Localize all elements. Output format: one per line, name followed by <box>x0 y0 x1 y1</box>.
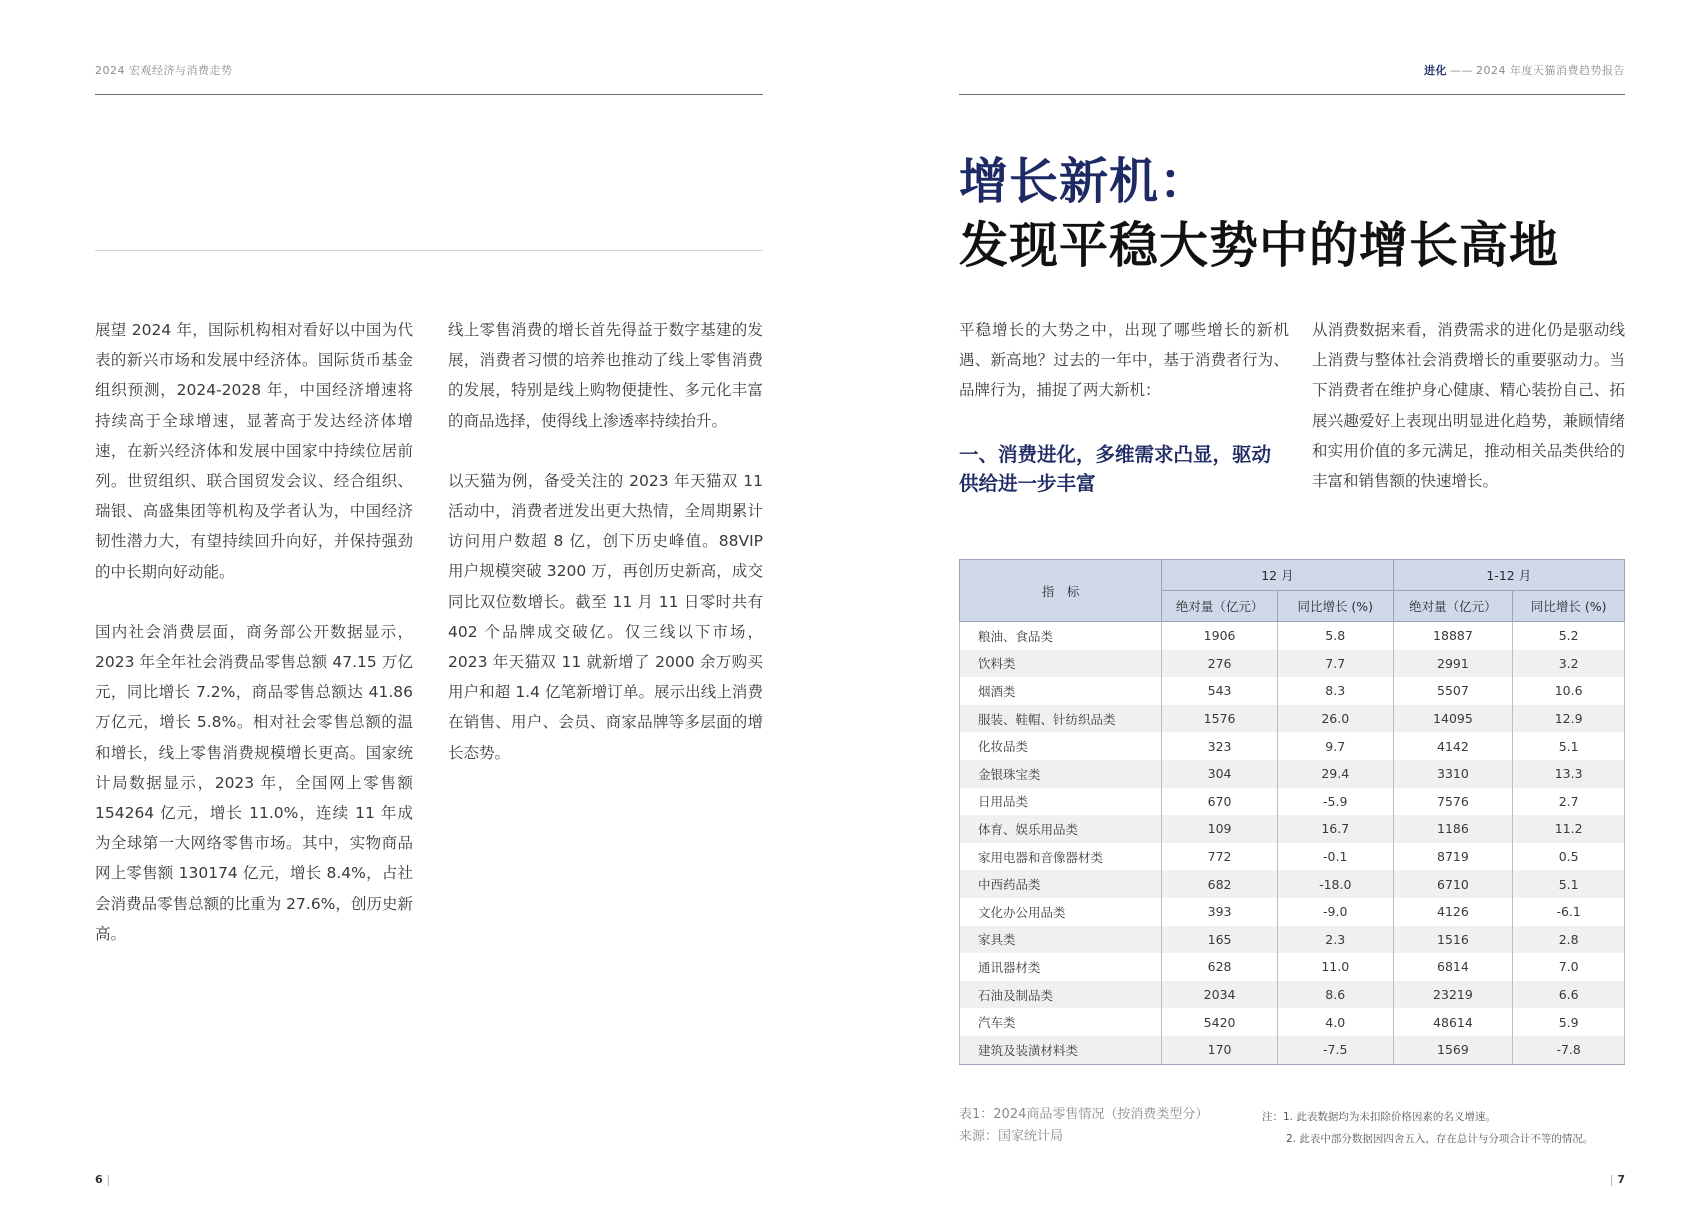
table-cell-dec-absolute: 304 <box>1162 760 1278 788</box>
table-cell-indicator: 烟酒类 <box>960 677 1162 705</box>
table-cell-year-absolute: 1516 <box>1393 926 1513 954</box>
table-cell-dec-yoy: 11.0 <box>1277 953 1393 981</box>
table-cell-dec-yoy: -18.0 <box>1277 870 1393 898</box>
table-row <box>960 760 1625 788</box>
table-cell-indicator: 金银珠宝类 <box>960 760 1162 788</box>
table-caption-source: 来源：国家统计局 <box>959 1129 1064 1144</box>
left-col1-paragraph-1: 展望 2024 年，国际机构相对看好以中国为代表的新兴市场和发展中经济体。国际货币基金组织预测，2024-2028 年，中国经济增速将持续高于全球增速，显著高于发达经济体增速，在新兴经济体和发展中国家中持续位居前列。世贸组织、联合国贸发会议、经合组织、瑞银、高盛集团等机构及学者认为，中国经济韧性潜力大，有望持续回升向好，并保持强劲的中长期向好动能。 <box>95 321 413 581</box>
right-page-number <box>1610 1173 1625 1186</box>
table-cell-dec-absolute: 170 <box>1162 1036 1278 1064</box>
table-row <box>960 898 1625 926</box>
table-cell-year-absolute: 14095 <box>1393 705 1513 733</box>
table-cell-year-absolute: 6710 <box>1393 870 1513 898</box>
table-body <box>960 622 1625 1065</box>
table-cell-dec-absolute: 165 <box>1162 926 1278 954</box>
table-cell-indicator: 服装、鞋帽、针纺织品类 <box>960 705 1162 733</box>
table-cell-indicator: 家用电器和音像器材类 <box>960 843 1162 871</box>
table-cell-dec-absolute: 543 <box>1162 677 1278 705</box>
header-group-full-year: 1-12 月 <box>1393 560 1624 591</box>
table-cell-indicator: 粮油、食品类 <box>960 622 1162 650</box>
table-cell-dec-yoy: 16.7 <box>1277 815 1393 843</box>
table-row <box>960 870 1625 898</box>
table-cell-indicator: 日用品类 <box>960 788 1162 816</box>
table-cell-indicator: 家具类 <box>960 926 1162 954</box>
table-cell-year-yoy: 10.6 <box>1513 677 1625 705</box>
table-notes <box>1262 1106 1593 1150</box>
table-cell-dec-absolute: 5420 <box>1162 1008 1278 1036</box>
table-cell-year-yoy: 7.0 <box>1513 953 1625 981</box>
table-cell-dec-yoy: 26.0 <box>1277 705 1393 733</box>
left-col1-paragraph-2: 国内社会消费层面，商务部公开数据显示，2023 年全年社会消费品零售总额 47.15 万亿元，同比增长 7.2%，商品零售总额达 41.86 万亿元，增长 5.8%。相对社会零售总额的温和增长，线上零售消费规模增长更高。国家统计局数据显示，2023 年，全国网上零售额 154264 亿元，增长 11.0%，连续 11 年成为全球第一大网络零售市场。其中，实物商品网上零售额 130174 亿元，增长 8.4%，占社会消费品零售总额的比重为 27.6%，创历史新高。 <box>95 622 413 943</box>
table-cell-dec-yoy: 8.6 <box>1277 981 1393 1009</box>
table-cell-dec-yoy: 4.0 <box>1277 1008 1393 1036</box>
right-column-2: 从消费数据来看，消费需求的进化仍是驱动线上消费与整体社会消费增长的重要驱动力。当下消费者在维护身心健康、精心装扮自己、拓展兴趣爱好上表现出明显进化趋势，兼顾情绪和实用价值的多元满足，推动相关品类供给的丰富和销售额的快速增长。 <box>1312 321 1625 491</box>
table-row <box>960 1008 1625 1036</box>
table-note-2: 2. 此表中部分数据因四舍五入，存在总计与分项合计不等的情况。 <box>1286 1133 1594 1145</box>
table-row <box>960 843 1625 871</box>
table-cell-year-absolute: 3310 <box>1393 760 1513 788</box>
table-cell-dec-absolute: 393 <box>1162 898 1278 926</box>
table-cell-year-absolute: 4126 <box>1393 898 1513 926</box>
table-cell-dec-absolute: 109 <box>1162 815 1278 843</box>
table-cell-dec-yoy: -7.5 <box>1277 1036 1393 1064</box>
left-section-rule <box>95 250 763 251</box>
table-cell-year-absolute: 48614 <box>1393 1008 1513 1036</box>
table-cell-year-yoy: 2.7 <box>1513 788 1625 816</box>
table-row <box>960 1036 1625 1064</box>
right-page <box>853 0 1706 1232</box>
table-cell-year-yoy: 11.2 <box>1513 815 1625 843</box>
table-cell-year-yoy: 12.9 <box>1513 705 1625 733</box>
table-cell-indicator: 汽车类 <box>960 1008 1162 1036</box>
left-page-number <box>95 1173 110 1186</box>
running-head-title: 2024 年度天猫消费趋势报告 <box>1476 64 1625 77</box>
table-row <box>960 732 1625 760</box>
table-cell-indicator: 化妆品类 <box>960 732 1162 760</box>
table-cell-dec-yoy: 2.3 <box>1277 926 1393 954</box>
table-cell-dec-yoy: 5.8 <box>1277 622 1393 650</box>
headline-line-2: 发现平稳大势中的增长高地 <box>959 217 1560 274</box>
header-dec-absolute: 绝对量（亿元） <box>1162 591 1278 622</box>
table-cell-dec-absolute: 276 <box>1162 650 1278 678</box>
table-row <box>960 953 1625 981</box>
table-cell-dec-yoy: 8.3 <box>1277 677 1393 705</box>
table-cell-year-yoy: 13.3 <box>1513 760 1625 788</box>
table-row <box>960 815 1625 843</box>
left-col2-paragraph-2: 以天猫为例，备受关注的 2023 年天猫双 11 活动中，消费者迸发出更大热情，全周期累计访问用户数超 8 亿，创下历史峰值。88VIP 用户规模突破 3200 万，再创历史新高，成交同比双位数增长。截至 11 月 11 日零时共有 402 个品牌成交破亿。仅三线以下市场，2023 年天猫双 11 就新增了 2000 余万购买用户和超 1.4 亿笔新增订单。展示出线上消费在销售、用户、会员、商家品牌等多层面的增长态势。 <box>448 471 763 762</box>
table-cell-year-absolute: 2991 <box>1393 650 1513 678</box>
table-cell-year-absolute: 5507 <box>1393 677 1513 705</box>
table-row <box>960 926 1625 954</box>
table-row <box>960 622 1625 650</box>
table-cell-year-yoy: 6.6 <box>1513 981 1625 1009</box>
table-cell-year-yoy: 3.2 <box>1513 650 1625 678</box>
header-group-december: 12 月 <box>1162 560 1393 591</box>
table-cell-year-yoy: -6.1 <box>1513 898 1625 926</box>
table-cell-year-yoy: 5.9 <box>1513 1008 1625 1036</box>
table-cell-dec-yoy: 9.7 <box>1277 732 1393 760</box>
table-cell-dec-absolute: 323 <box>1162 732 1278 760</box>
table-cell-dec-yoy: 7.7 <box>1277 650 1393 678</box>
table-cell-year-absolute: 8719 <box>1393 843 1513 871</box>
page-number-divider: | <box>1609 1173 1614 1186</box>
table-row <box>960 650 1625 678</box>
table-cell-dec-absolute: 772 <box>1162 843 1278 871</box>
table-caption <box>959 1104 1208 1148</box>
right-running-head <box>1424 62 1625 78</box>
table-note-1: 注：1. 此表数据均为未扣除价格因素的名义增速。 <box>1262 1111 1496 1123</box>
left-page-number-value: 6 <box>95 1173 103 1186</box>
left-running-head: 2024 宏观经济与消费走势 <box>95 64 233 77</box>
table-cell-indicator: 石油及制品类 <box>960 981 1162 1009</box>
table-cell-year-absolute: 7576 <box>1393 788 1513 816</box>
table-cell-dec-absolute: 2034 <box>1162 981 1278 1009</box>
table-cell-year-yoy: 5.1 <box>1513 732 1625 760</box>
section-subhead: 一、消费进化，多维需求凸显，驱动供给进一步丰富 <box>959 443 1272 495</box>
table-cell-dec-absolute: 1576 <box>1162 705 1278 733</box>
table-cell-dec-absolute: 1906 <box>1162 622 1278 650</box>
table-caption-title: 表1：2024商品零售情况（按消费类型分） <box>959 1107 1209 1122</box>
table-cell-dec-yoy: -0.1 <box>1277 843 1393 871</box>
table-cell-year-absolute: 1569 <box>1393 1036 1513 1064</box>
table-cell-dec-absolute: 682 <box>1162 870 1278 898</box>
headline-line-1: 增长新机： <box>959 153 1210 210</box>
page-headline <box>959 150 1559 278</box>
header-year-absolute: 绝对量（亿元） <box>1393 591 1513 622</box>
table-cell-indicator: 文化办公用品类 <box>960 898 1162 926</box>
running-head-brand: 进化 <box>1424 64 1447 77</box>
table-cell-dec-yoy: -5.9 <box>1277 788 1393 816</box>
left-column-1 <box>95 315 413 979</box>
right-intro-text: 平稳增长的大势之中，出现了哪些增长的新机遇、新高地？过去的一年中，基于消费者行为、品牌行为，捕捉了两大新机： <box>959 321 1289 400</box>
table-cell-dec-yoy: -9.0 <box>1277 898 1393 926</box>
page-number-divider: | <box>106 1173 111 1186</box>
table-cell-year-absolute: 18887 <box>1393 622 1513 650</box>
right-page-number-value: 7 <box>1617 1173 1625 1186</box>
table-cell-indicator: 建筑及装潢材料类 <box>960 1036 1162 1064</box>
table-cell-indicator: 通讯器材类 <box>960 953 1162 981</box>
table-cell-year-yoy: 0.5 <box>1513 843 1625 871</box>
table-cell-year-yoy: 2.8 <box>1513 926 1625 954</box>
table-row <box>960 788 1625 816</box>
table-cell-dec-yoy: 29.4 <box>1277 760 1393 788</box>
header-year-yoy: 同比增长 (%) <box>1513 591 1625 622</box>
table-cell-year-yoy: 5.2 <box>1513 622 1625 650</box>
table-header-row-groups <box>960 560 1625 591</box>
header-dec-yoy: 同比增长 (%) <box>1277 591 1393 622</box>
running-head-dash: —— <box>1450 64 1473 77</box>
retail-sales-table-wrapper <box>959 559 1625 1065</box>
header-indicator: 指 标 <box>960 560 1162 622</box>
table-cell-dec-absolute: 670 <box>1162 788 1278 816</box>
table-row <box>960 677 1625 705</box>
table-cell-year-absolute: 23219 <box>1393 981 1513 1009</box>
table-row <box>960 981 1625 1009</box>
table-row <box>960 705 1625 733</box>
table-cell-indicator: 体育、娱乐用品类 <box>960 815 1162 843</box>
table-cell-year-absolute: 4142 <box>1393 732 1513 760</box>
retail-sales-table <box>959 559 1625 1065</box>
right-header-rule <box>959 94 1625 95</box>
table-cell-year-absolute: 6814 <box>1393 953 1513 981</box>
table-cell-indicator: 饮料类 <box>960 650 1162 678</box>
table-cell-year-yoy: -7.8 <box>1513 1036 1625 1064</box>
left-col2-paragraph-1: 线上零售消费的增长首先得益于数字基建的发展，消费者习惯的培养也推动了线上零售消费的发展，特别是线上购物便捷性、多元化丰富的商品选择，使得线上渗透率持续抬升。 <box>448 321 763 430</box>
left-header-rule <box>95 94 763 95</box>
table-cell-year-yoy: 5.1 <box>1513 870 1625 898</box>
left-column-2 <box>448 315 763 798</box>
table-cell-year-absolute: 1186 <box>1393 815 1513 843</box>
table-cell-dec-absolute: 628 <box>1162 953 1278 981</box>
table-cell-indicator: 中西药品类 <box>960 870 1162 898</box>
